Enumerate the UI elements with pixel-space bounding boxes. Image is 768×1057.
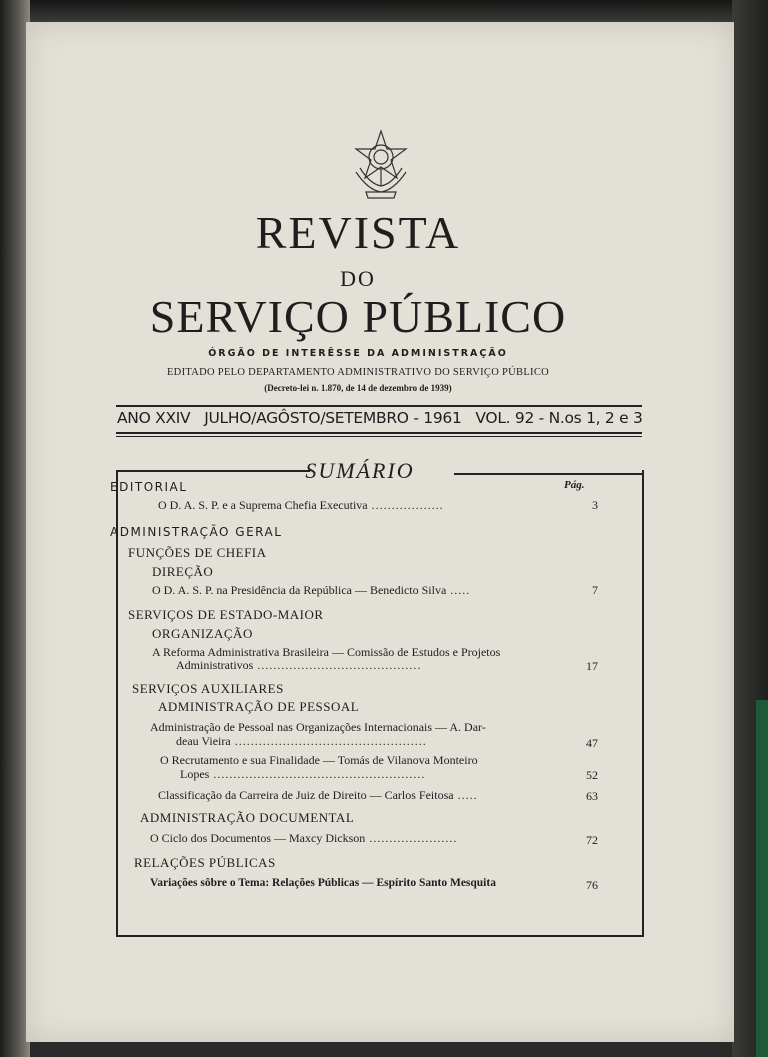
issue-line xyxy=(117,409,643,427)
organ-subtitle: ÓRGÃO DE INTERÊSSE DA ADMINISTRAÇÃO xyxy=(208,348,508,359)
cover-page xyxy=(26,22,734,1042)
masthead-title-servico-publico: SERVIÇO PÚBLICO xyxy=(149,291,567,342)
issue-months: JULHO/AGÔSTO/SETEMBRO - 1961 xyxy=(204,409,462,427)
contents-heading: SUMÁRIO xyxy=(305,458,415,483)
toc-page: 52 xyxy=(586,768,598,782)
green-cover-strip xyxy=(756,700,768,1057)
toc-entry-pessoal-internacionais: Administração de Pessoal nas Organizações Internacionais — A. Dar- xyxy=(150,720,486,734)
subsection-servicos-auxiliares: SERVIÇOS AUXILIARES xyxy=(132,681,284,696)
subsection-administracao-pessoal: ADMINISTRAÇÃO DE PESSOAL xyxy=(158,699,360,714)
toc-page: 17 xyxy=(586,659,598,673)
toc-entry-variacoes: Variações sôbre o Tema: Relações Públicas — Espírito Santo Mesquita xyxy=(150,877,496,889)
issue-rule-top xyxy=(116,405,642,407)
book-top-edge xyxy=(0,0,768,22)
subsection-organizacao: ORGANIZAÇÃO xyxy=(152,626,253,641)
masthead-title-revista: REVISTA xyxy=(255,207,461,258)
toc-entry-reforma-cont: Administrativos ......................................... xyxy=(176,658,422,672)
toc-page: 72 xyxy=(586,833,598,847)
coat-of-arms-icon xyxy=(348,128,414,200)
section-administracao-geral: ADMINISTRAÇÃO GERAL xyxy=(110,525,283,539)
toc-page: 3 xyxy=(592,498,598,512)
subsection-relacoes-publicas: RELAÇÕES PÚBLICAS xyxy=(134,855,276,870)
decree-line: (Decreto-lei n. 1.870, de 14 de dezembro de 1939) xyxy=(264,383,452,393)
issue-rule-bottom-thin xyxy=(116,436,642,437)
masthead-title-do: DO xyxy=(340,266,376,291)
issue-rule-bottom xyxy=(116,432,642,434)
toc-page: 63 xyxy=(586,789,598,803)
toc-entry-recrutamento-cont: Lopes ..................................................... xyxy=(180,767,426,781)
toc-entry-dasp-presidencia: O D. A. S. P. na Presidência da República — Benedicto Silva ..... xyxy=(152,583,471,597)
toc-entry-reforma: A Reforma Administrativa Brasileira — Comissão de Estudos e Projetos xyxy=(152,645,501,659)
toc-entry-recrutamento: O Recrutamento e sua Finalidade — Tomás de Vilanova Monteiro xyxy=(160,753,478,767)
subsection-servicos-estado-maior: SERVIÇOS DE ESTADO-MAIOR xyxy=(128,607,324,622)
toc-entry-ciclo-documentos: O Ciclo dos Documentos — Maxcy Dickson ...................... xyxy=(150,831,458,845)
section-editorial: EDITORIAL xyxy=(110,480,188,494)
issue-volume: VOL. 92 - N.os 1, 2 e 3 xyxy=(475,409,643,427)
subsection-funcoes-de-chefia: FUNÇÕES DE CHEFIA xyxy=(128,545,267,560)
toc-entry-editorial: O D. A. S. P. e a Suprema Chefia Executiva .................. xyxy=(158,498,444,512)
subsection-direcao: DIREÇÃO xyxy=(152,564,214,579)
issue-year: ANO XXIV xyxy=(117,409,191,427)
page-column-label: Pág. xyxy=(564,479,585,491)
toc-page: 76 xyxy=(586,878,598,892)
subsection-administracao-documental: ADMINISTRAÇÃO DOCUMENTAL xyxy=(140,810,355,825)
toc-page: 7 xyxy=(592,583,598,597)
toc-entry-pessoal-internacionais-cont: deau Vieira ................................................ xyxy=(176,734,427,748)
toc-page: 47 xyxy=(586,736,598,750)
toc-entry-juiz-de-direito: Classificação da Carreira de Juiz de Direito — Carlos Feitosa ..... xyxy=(158,788,478,802)
publisher-line: EDITADO PELO DEPARTAMENTO ADMINISTRATIVO DO SERVIÇO PÚBLICO xyxy=(166,367,550,378)
